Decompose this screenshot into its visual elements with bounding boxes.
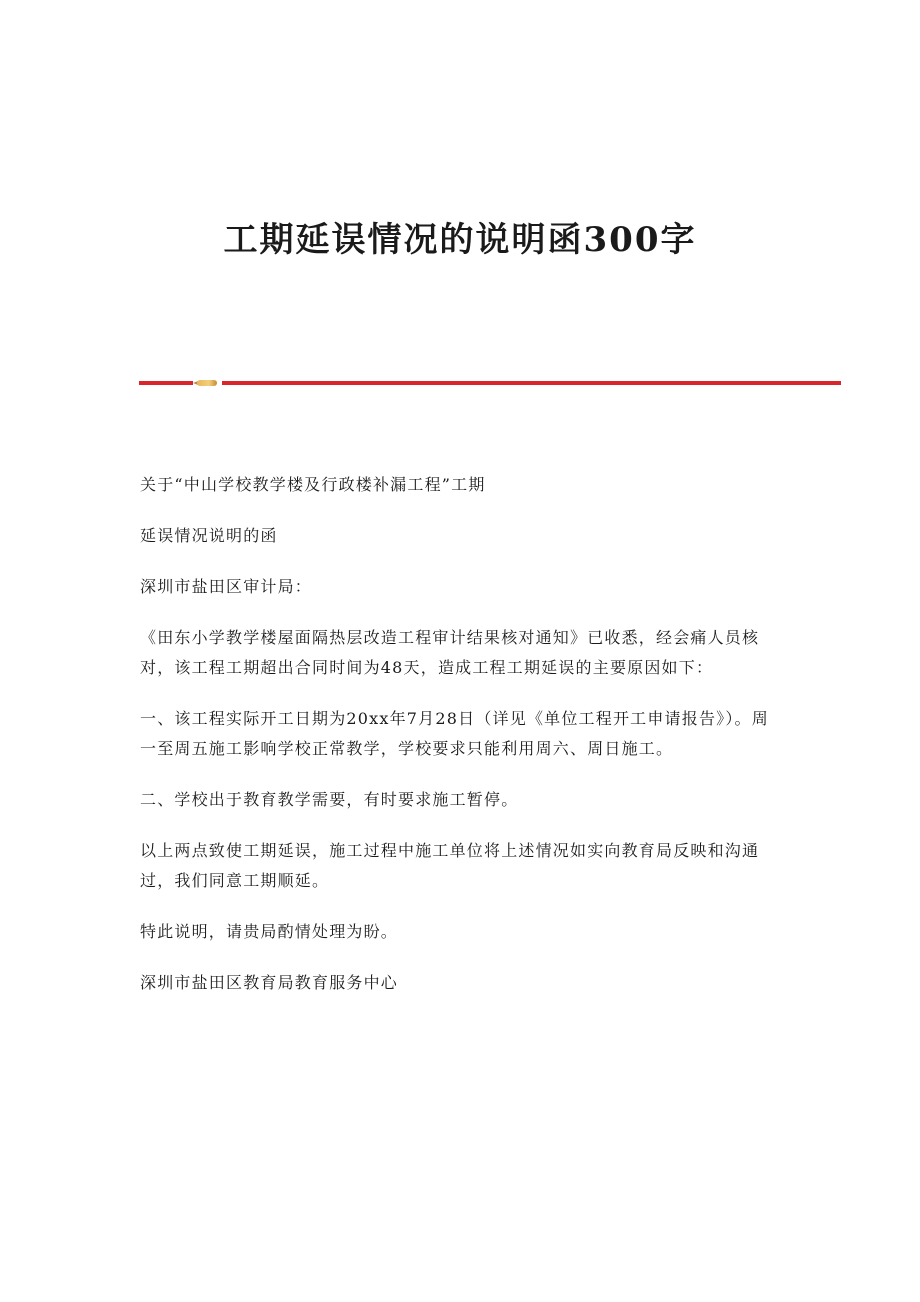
paragraph-closing: 特此说明，请贵局酌情处理为盼。 [140,922,399,941]
paragraph-conclusion: 以上两点致使工期延误，施工过程中施工单位将上述情况如实向教育局反映和沟通过，我们同意工期顺延。 [140,841,760,890]
paragraph-reason-1: 一、该工程实际开工日期为20xx年7月28日（详见《单位工程开工申请报告》）。周一至周五施工影响学校正常教学，学校要求只能利用周六、周日施工。 [140,709,769,758]
signature: 深圳市盐田区教育局教育服务中心 [140,973,399,992]
subject-line-1: 关于“中山学校教学楼及行政楼补漏工程”工期 [140,475,486,494]
divider-line-right [222,381,841,385]
document-title: 工期延误情况的说明函300字 [223,220,697,260]
paragraph-reason-2: 二、学校出于教育教学需要，有时要求施工暂停。 [140,790,519,809]
paragraph-intro: 《田东小学教学楼屋面隔热层改造工程审计结果核对通知》已收悉，经会痛人员核对，该工程工期超出合同时间为48天，造成工程工期延误的主要原因如下： [140,628,760,677]
pencil-icon [197,380,217,386]
subject-line-2: 延误情况说明的函 [140,526,278,545]
divider-line-left [139,381,193,385]
title-divider [139,380,841,386]
document-body [140,470,780,1019]
recipient: 深圳市盐田区审计局： [140,577,313,596]
